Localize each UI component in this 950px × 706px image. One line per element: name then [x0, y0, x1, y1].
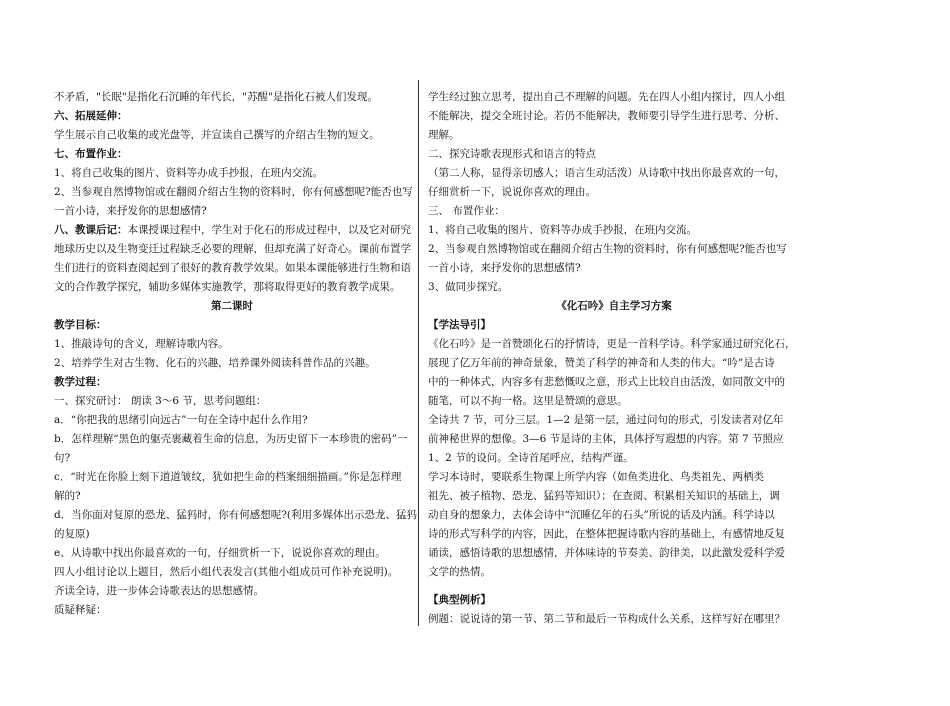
- text-line: d．当你面对复原的恐龙、猛犸时，你有何感想呢?(利用多媒体出示恐龙、猛犸: [54, 509, 417, 521]
- text-line: 1、推敲诗句的含义，理解诗歌内容。: [54, 338, 229, 350]
- text-line: 二、探究诗歌表现形式和语言的特点: [428, 148, 596, 160]
- section-title: 《化石吟》自主学习方案: [556, 300, 672, 312]
- text-line: 祖先、被子植物、恐龙、猛犸等知识）；在查阅、积累相关知识的基础上，调: [428, 490, 780, 502]
- text-line: 三、 布置作业：: [428, 205, 505, 217]
- text-line: e、从诗歌中找出你最喜欢的一句，仔细赏析一下，说说你喜欢的理由。: [54, 547, 386, 559]
- section-heading: 教学过程：: [54, 376, 107, 388]
- text-line: （第二人称，显得亲切感人；语言生动活泼）从诗歌中找出你最喜欢的一句，: [428, 167, 785, 179]
- text-line: 学生展示自己收集的或光盘等，并宣读自己撰写的介绍古生物的短文。: [54, 129, 380, 141]
- left-column: [54, 88, 417, 620]
- text-line: 例题：说说诗的第一节、第二节和最后一节构成什么关系，这样写好在哪里？: [428, 613, 785, 625]
- text-line: 学生经过独立思考，提出自己不理解的问题。先在四人小组内探讨，四人小组: [428, 91, 785, 103]
- text-line: 句?: [54, 452, 71, 464]
- column-divider: [418, 80, 419, 626]
- text-line: 一、探究研讨： 朗读 3～6 节，思考问题组：: [54, 395, 267, 407]
- text-line: 学习本诗时，要联系生物课上所学内容（如鱼类进化、鸟类祖先、两栖类: [428, 471, 764, 483]
- text-line: a．“你把我的思绪引向远古”一句在全诗中起什么作用?: [54, 414, 308, 426]
- text-line: 2、培养学生对古生物、化石的兴趣，培养课外阅读科普作品的兴趣。: [54, 357, 376, 369]
- text-line: c．“时光在你脸上刻下道道皱纹，犹如把生命的档案细细描画。”你是怎样理: [54, 471, 402, 483]
- text-line: 1、2 节的设问。全诗首尾呼应，结构严谨。: [428, 452, 634, 464]
- text-line: 的复原): [54, 528, 90, 540]
- text-line: 不能解决，提交全班讨论。若仍不能解决，教师要引导学生进行思考、分析、: [428, 110, 785, 122]
- text-line: 展现了亿万年前的神奇景象，赞美了科学的神奇和人类的伟大。“吟”是古诗: [428, 357, 775, 369]
- text-line: 一首小诗，来抒发你的思想感情?: [54, 205, 207, 217]
- text-line: 齐读全诗，进一步体会诗歌表达的思想感情。: [54, 585, 264, 597]
- text-line: b．怎样理解“黑色的躯壳裹藏着生命的信息，为历史留下一本珍贵的密码”一: [54, 433, 408, 445]
- text-line: 3、做同步探究。: [428, 281, 509, 293]
- section-heading: 【学法导引】: [428, 319, 491, 331]
- text-line: 2、当参观自然博物馆或在翻阅介绍古生物的资料时，你有何感想呢?能否也写: [428, 243, 787, 255]
- text-line: 四人小组讨论以上题目，然后小组代表发言(其他小组成员可作补充说明)。: [54, 566, 399, 578]
- text-line: 动自身的想象力，去体会诗中“沉睡亿年的石头”所说的话及内涵。科学诗以: [428, 509, 775, 521]
- text-line: 全诗共 7 节，可分三层。1—2 是第一层，通过问句的形式，引发读者对亿年: [428, 414, 784, 426]
- text-line: 不矛盾，"长眠"是指化石沉睡的年代长，"苏醒"是指化石被人们发现。: [54, 91, 378, 103]
- text-line: 一首小诗，来抒发你的思想感情?: [428, 262, 581, 274]
- section-heading: 教学目标：: [54, 319, 107, 331]
- section-heading: 六、拓展延伸：: [54, 110, 128, 122]
- text-line: 生们进行的资料查阅起到了很好的教育教学效果。如果本课能够进行生物和语: [54, 262, 411, 274]
- text-line: 文学的热情。: [428, 566, 491, 578]
- heading-body: 本课授课过程中，学生对于化石的形成过程中，以及它对研究: [127, 224, 411, 236]
- heading-prefix: 八、教课后记：: [54, 224, 128, 236]
- paragraph-gap: [428, 582, 800, 591]
- text-line: 随笔，可以不拘一格。这里是赞颂的意思。: [428, 395, 628, 407]
- text-line: 1、将自己收集的图片、资料等办成手抄报，在班内交流。: [54, 167, 324, 179]
- text-line: [54, 221, 410, 240]
- text-line: 解的?: [54, 490, 81, 502]
- text-line: 诗的形式写科学的内容，因此，在整体把握诗歌内容的基础上，有感情地反复: [428, 528, 785, 540]
- text-line: 诵读，感悟诗歌的思想感情，并体味诗的节奏美、韵律美，以此激发爱科学爱: [428, 547, 785, 559]
- text-line: 2、当参观自然博物馆或在翻阅介绍古生物的资料时，你有何感想呢?能否也写: [54, 186, 413, 198]
- text-line: 中的一种体式，内容多有悲愁慨叹之意，形式上比较自由活泼，如同散文中的: [428, 376, 785, 388]
- text-line: 1、将自己收集的图片、资料等办成手抄报，在班内交流。: [428, 224, 698, 236]
- text-line: 质疑释疑：: [54, 604, 107, 616]
- text-line: 理解。: [428, 129, 460, 141]
- text-line: 地球历史以及生物变迁过程缺乏必要的理解，但却充满了好奇心。课前布置学: [54, 243, 411, 255]
- text-line: 前神秘世界的想像。3—6 节是诗的主体，具体抒写遐想的内容。第 7 节照应: [428, 433, 784, 445]
- section-heading: 七、布置作业：: [54, 148, 128, 160]
- text-line: 《化石吟》是一首赞颂化石的抒情诗，更是一首科学诗。科学家通过研究化石，: [428, 338, 796, 350]
- section-heading: 【典型例析】: [428, 594, 491, 606]
- section-title: 第二课时: [211, 300, 253, 312]
- right-column: [428, 88, 800, 629]
- text-line: 仔细赏析一下，说说你喜欢的理由。: [428, 186, 596, 198]
- text-line: 文的合作教学探究，辅助多媒体实施教学，那将取得更好的教育教学成果。: [54, 281, 401, 293]
